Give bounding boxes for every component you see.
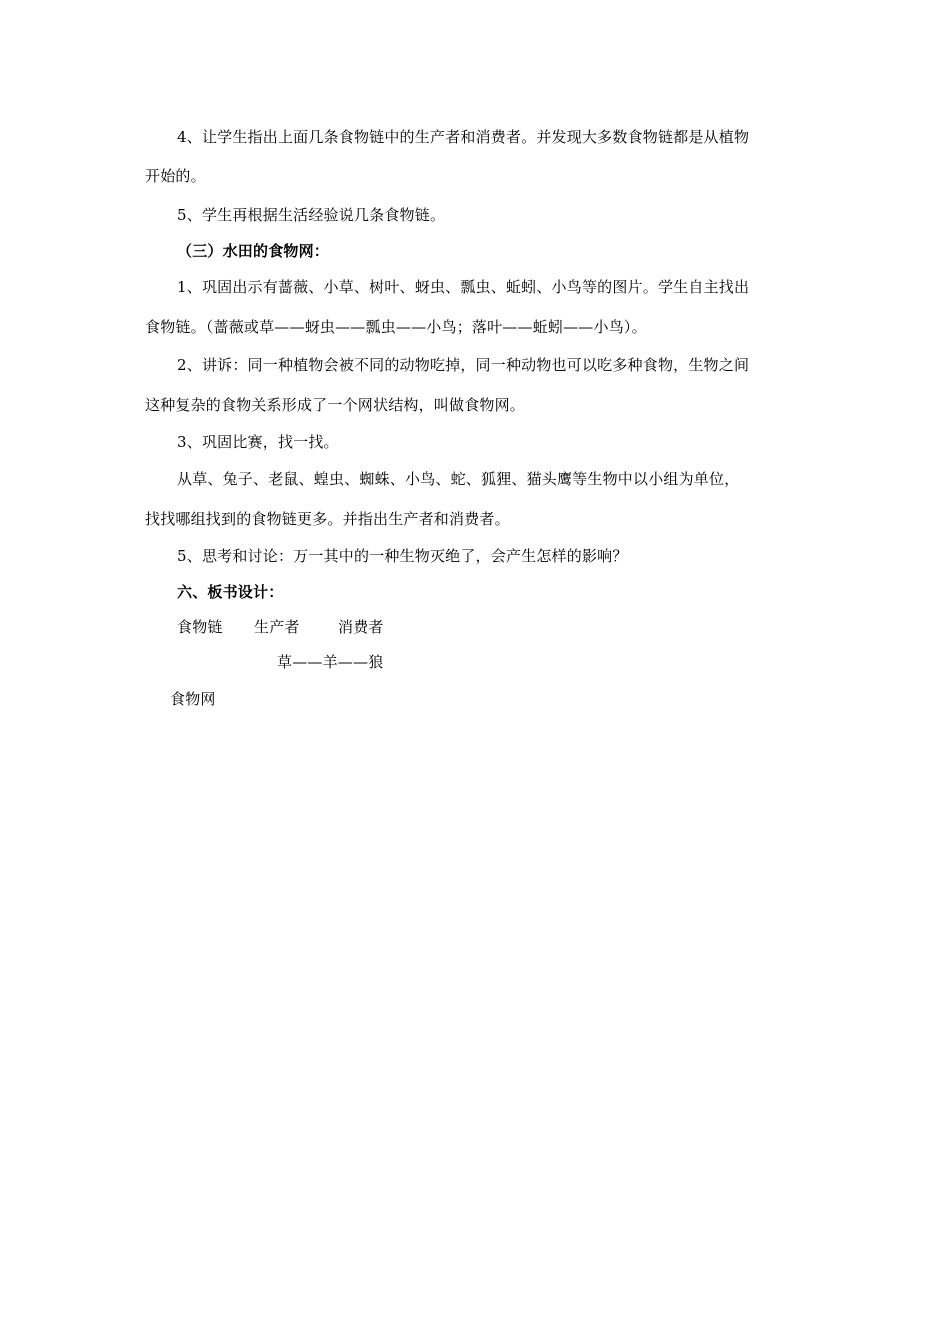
section-3-item-1-line-2: 食物链。（蔷薇或草——蚜虫——瓢虫——小鸟；落叶——蚯蚓——小鸟）。	[145, 318, 647, 336]
section-3-item-5: 5、思考和讨论：万一其中的一种生物灭绝了，会产生怎样的影响？	[177, 547, 628, 565]
paragraph-5: 5、学生再根据生活经验说几条食物链。	[177, 206, 446, 224]
board-example-chain: 草——羊——狼	[277, 653, 384, 671]
section-3-item-3: 3、巩固比赛，找一找。	[177, 433, 339, 451]
section-3-item-3-detail-line-1: 从草、兔子、老鼠、蝗虫、蜘蛛、小鸟、蛇、狐狸、猫头鹰等生物中以小组为单位，	[177, 470, 740, 488]
board-label-producer: 生产者	[254, 618, 300, 636]
section-6-heading: 六、板书设计：	[177, 583, 284, 601]
paragraph-4-line-2: 开始的。	[145, 167, 206, 185]
section-3-item-1-line-1: 1、巩固出示有蔷薇、小草、树叶、蚜虫、瓢虫、蚯蚓、小鸟等的图片。学生自主找出	[177, 278, 750, 296]
section-3-item-3-detail-line-2: 找找哪组找到的食物链更多。并指出生产者和消费者。	[145, 510, 510, 528]
paragraph-4-line-1: 4、让学生指出上面几条食物链中的生产者和消费者。并发现大多数食物链都是从植物	[177, 128, 750, 146]
section-3-heading: （三）水田的食物网：	[177, 242, 330, 260]
section-3-item-2-line-1: 2、讲诉：同一种植物会被不同的动物吃掉，同一种动物也可以吃多种食物，生物之间	[177, 356, 750, 374]
board-label-consumer: 消费者	[338, 618, 384, 636]
section-3-item-2-line-2: 这种复杂的食物关系形成了一个网状结构，叫做食物网。	[145, 396, 526, 414]
board-label-food-web: 食物网	[170, 690, 216, 708]
board-label-food-chain: 食物链	[177, 618, 223, 636]
